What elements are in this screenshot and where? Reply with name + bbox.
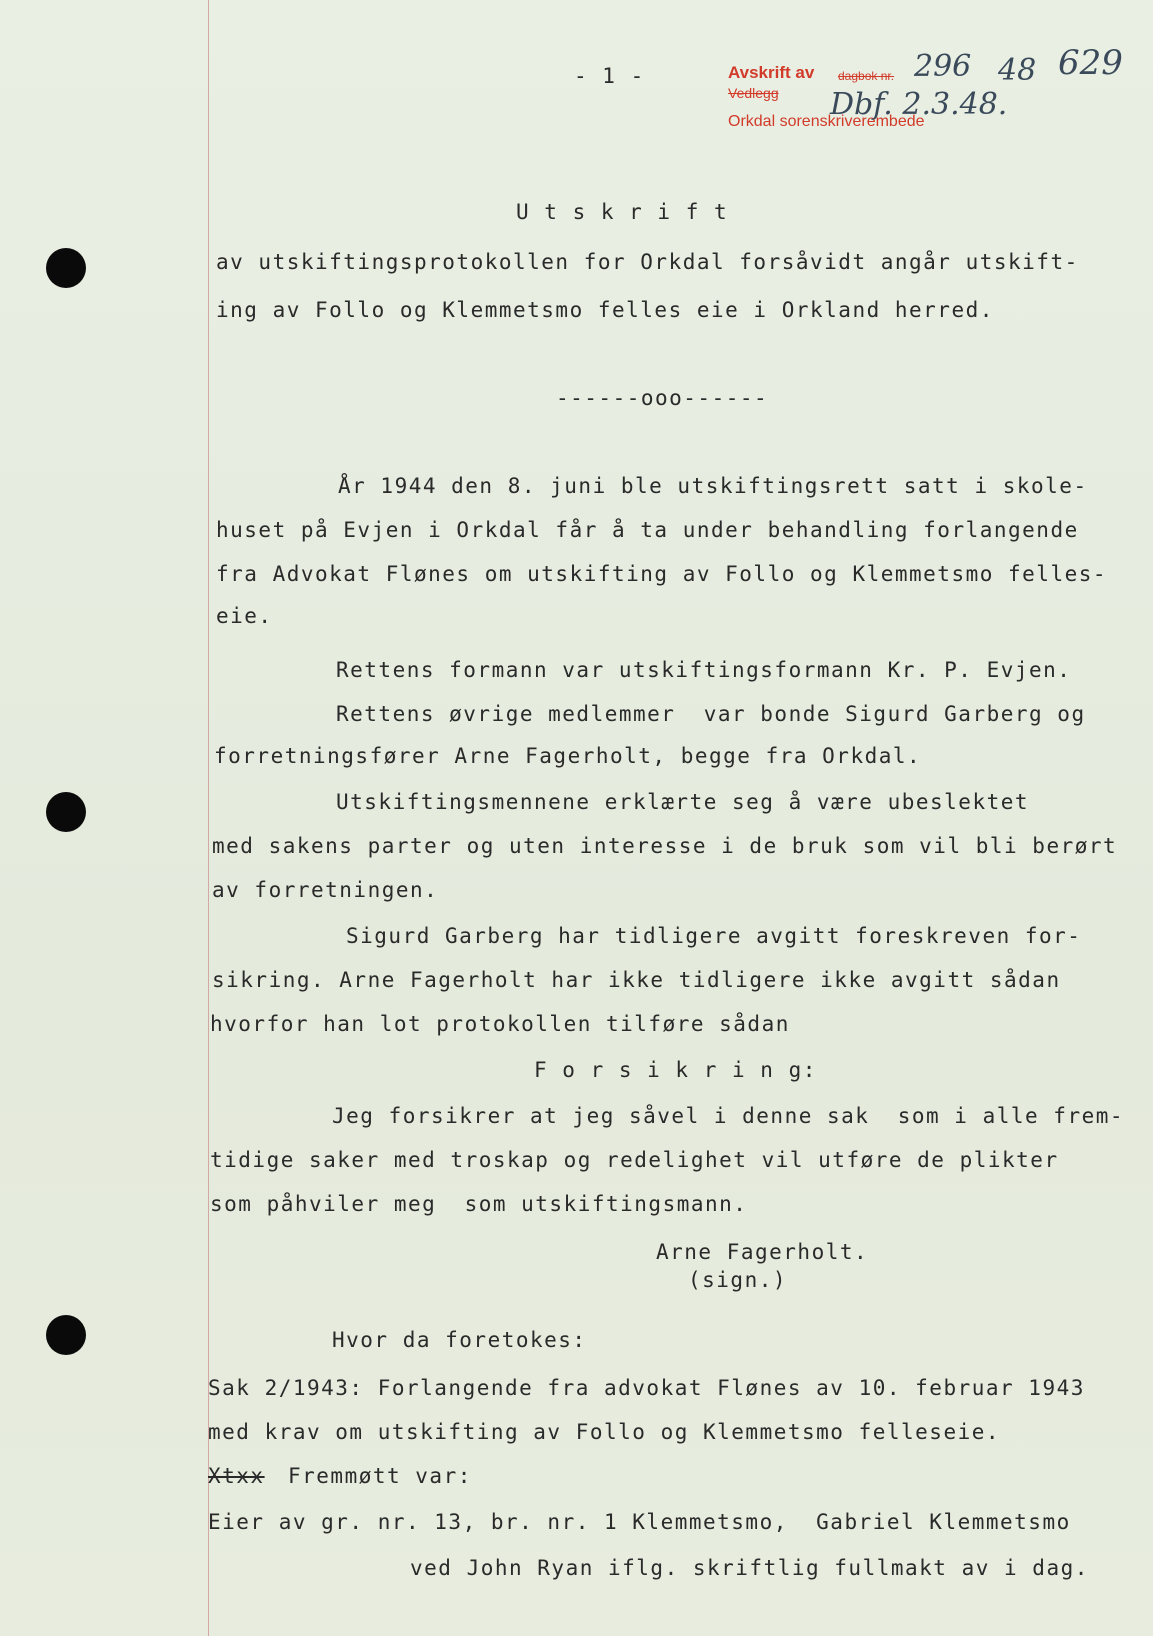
text-line: fra Advokat Flønes om utskifting av Follo og Klemmetsmo felles- <box>216 562 1108 586</box>
text-line: tidige saker med troskap og redelighet vil utføre de plikter <box>210 1148 1059 1172</box>
text-line: huset på Evjen i Orkdal får å ta under behandling forlangende <box>216 518 1079 542</box>
document-title: U t s k r i f t <box>516 200 729 224</box>
text-line: Jeg forsikrer at jeg såvel i denne sak som i alle frem- <box>332 1104 1125 1128</box>
stamp-struck-word: Vedlegg <box>728 85 779 101</box>
handwritten-ref: 296 <box>914 49 972 84</box>
text-line: Sigurd Garberg har tidligere avgitt foreskreven for- <box>346 924 1082 948</box>
handwritten-date: Dbf. 2.3.48. <box>830 87 1008 122</box>
punch-hole <box>46 248 86 288</box>
handwritten-year: 48 <box>998 53 1037 88</box>
text-line: Utskiftingsmennene erklærte seg å være ubeslektet <box>336 790 1030 814</box>
stamp-line1: Avskrift av <box>728 63 815 82</box>
text-line: med sakens parter og uten interesse i de bruk som vil bli berørt <box>212 834 1118 858</box>
struck-prefix: Xtxx <box>208 1464 265 1488</box>
punch-hole <box>46 792 86 832</box>
separator: ------ooo------ <box>556 386 769 410</box>
text-line: hvorfor han lot protokollen tilføre sådan <box>210 1012 790 1036</box>
text-line: av utskiftingsprotokollen for Orkdal forsåvidt angår utskift- <box>216 250 1079 274</box>
text-line: sikring. Arne Fagerholt har ikke tidligere ikke avgitt sådan <box>212 968 1061 992</box>
page-number: - 1 - <box>574 64 645 88</box>
stamp-line2: Orkdal sorenskriverembede <box>728 113 925 130</box>
text-line: med krav om utskifting av Follo og Klemmetsmo felleseie. <box>208 1420 1001 1444</box>
text-line: ved John Ryan iflg. skriftlig fullmakt av i dag. <box>410 1556 1089 1580</box>
text-line: Hvor da foretokes: <box>332 1328 587 1352</box>
text-line: av forretningen. <box>212 878 439 902</box>
stamp-struck-label: dagbok nr. <box>838 69 895 83</box>
punch-hole <box>46 1315 86 1355</box>
text-line: Rettens formann var utskiftingsformann Kr. P. Evjen. <box>336 658 1072 682</box>
text-line: Fremmøtt var: <box>288 1464 472 1488</box>
section-heading: F o r s i k r i n g: <box>534 1058 817 1082</box>
handwritten-folio: 629 <box>1058 43 1123 83</box>
text-line: som påhviler meg som utskiftingsmann. <box>210 1192 748 1216</box>
text-line: forretningsfører Arne Fagerholt, begge fra Orkdal. <box>214 744 922 768</box>
text-line: eie. <box>216 604 273 628</box>
text-line: Rettens øvrige medlemmer var bonde Sigurd Garberg og <box>336 702 1086 726</box>
text-line: ing av Follo og Klemmetsmo felles eie i Orkland herred. <box>216 298 994 322</box>
signature-name: Arne Fagerholt. <box>656 1240 869 1264</box>
text-line: Eier av gr. nr. 13, br. nr. 1 Klemmetsmo, Gabriel Klemmetsmo <box>208 1510 1071 1534</box>
text-line: Sak 2/1943: Forlangende fra advokat Flønes av 10. februar 1943 <box>208 1376 1085 1400</box>
signature-note: (sign.) <box>688 1268 788 1292</box>
text-line: År 1944 den 8. juni ble utskiftingsrett satt i skole- <box>338 474 1088 498</box>
